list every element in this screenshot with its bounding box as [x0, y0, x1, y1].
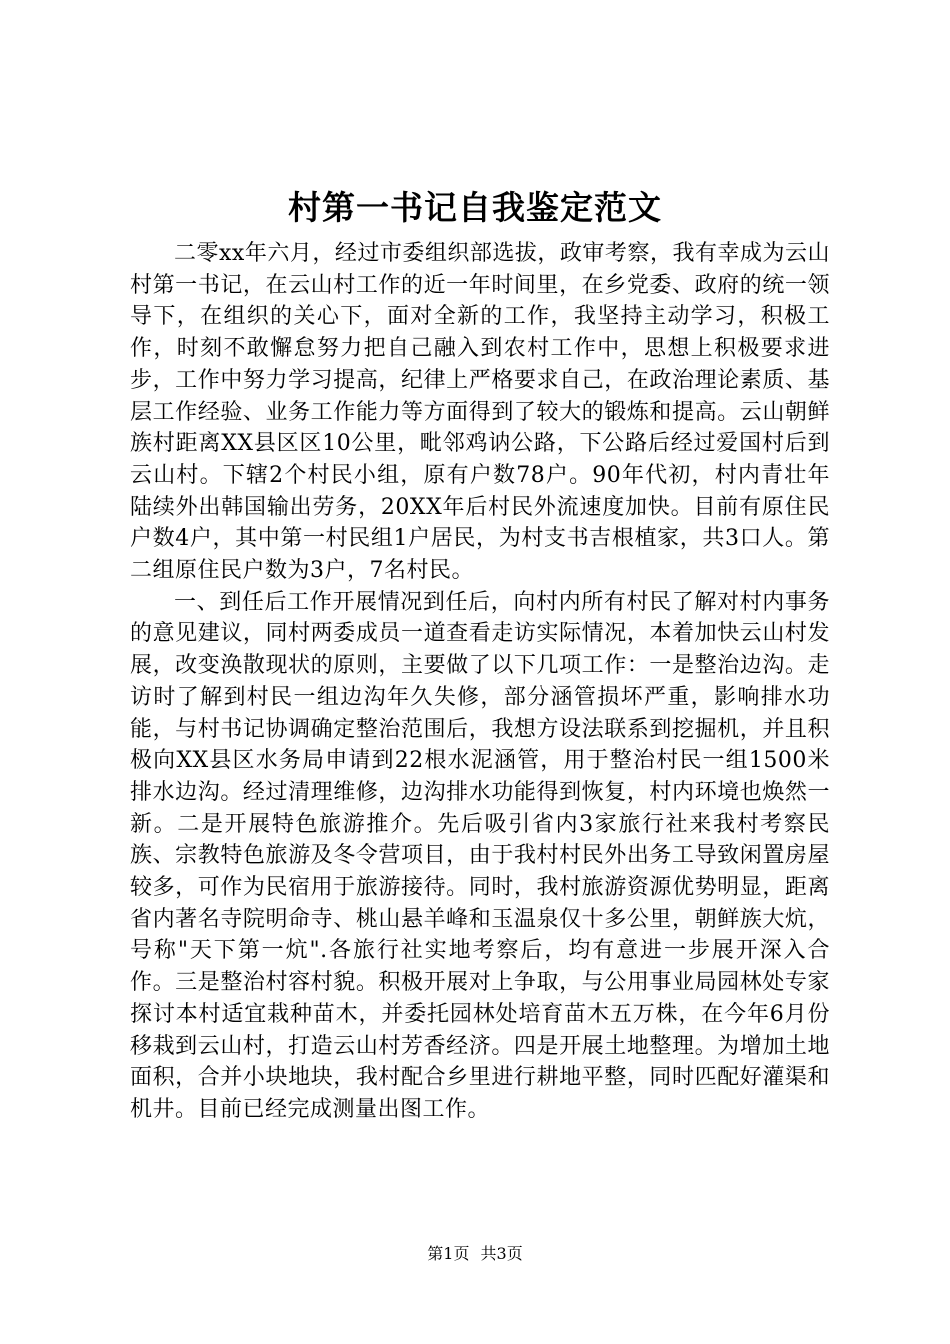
document-body [130, 238, 830, 1126]
paragraph: 二零xx年六月，经过市委组织部选拔，政审考察，我有幸成为云山村第一书记，在云山村工作的近一年时间里，在乡党委、政府的统一领导下，在组织的关心下，面对全新的工作，我坚持主动学习，积极工作，时刻不敢懈怠努力把自己融入到农村工作中，思想上积极要求进步，工作中努力学习提高，纪律上严格要求自己，在政治理论素质、基层工作经验、业务工作能力等方面得到了较大的锻炼和提高。云山朝鲜族村距离XX县区区10公里，毗邻鸡讷公路，下公路后经过爱国村后到云山村。下辖2个村民小组，原有户数78户。90年代初，村内青壮年陆续外出韩国输出劳务，20XX年后村民外流速度加快。目前有原住民户数4户，其中第一村民组1户居民，为村支书吉根植家，共3口人。第二组原住民户数为3户，7名村民。 [130, 241, 830, 584]
paragraph: 一、到任后工作开展情况到任后，向村内所有村民了解对村内事务的意见建议，同村两委成员一道查看走访实际情况，本着加快云山村发展，改变涣散现状的原则，主要做了以下几项工作：一是整治边沟。走访时了解到村民一组边沟年久失修，部分涵管损坏严重，影响排水功能，与村书记协调确定整治范围后，我想方设法联系到挖掘机，并且积极向XX县区水务局申请到22根水泥涵管，用于整治村民一组1500米排水边沟。经过清理维修，边沟排水功能得到恢复，村内环境也焕然一新。二是开展特色旅游推介。先后吸引省内3家旅行社来我村考察民族、宗教特色旅游及冬令营项目，由于我村村民外出务工导致闲置房屋较多，可作为民宿用于旅游接待。同时，我村旅游资源优势明显，距离省内著名寺院明命寺、桃山悬羊峰和玉温泉仅十多公里，朝鲜族大炕，号称"天下第一炕".各旅行社实地考察后，均有意进一步展开深入合作。三是整治村容村貌。积极开展对上争取，与公用事业局园林处专家探讨本村适宜栽种苗木，并委托园林处培育苗木五万株，在今年6月份移栽到云山村，打造云山村芳香经济。四是开展土地整理。为增加土地面积，合并小块地块，我村配合乡里进行耕地平整，同时匹配好灌渠和机井。目前已经完成测量出图工作。 [130, 589, 830, 1122]
page-footer [0, 1243, 950, 1265]
page-number: 第1页 [427, 1244, 470, 1263]
page-total: 共3页 [480, 1244, 523, 1263]
document-title: 村第一书记自我鉴定范文 [288, 188, 662, 227]
